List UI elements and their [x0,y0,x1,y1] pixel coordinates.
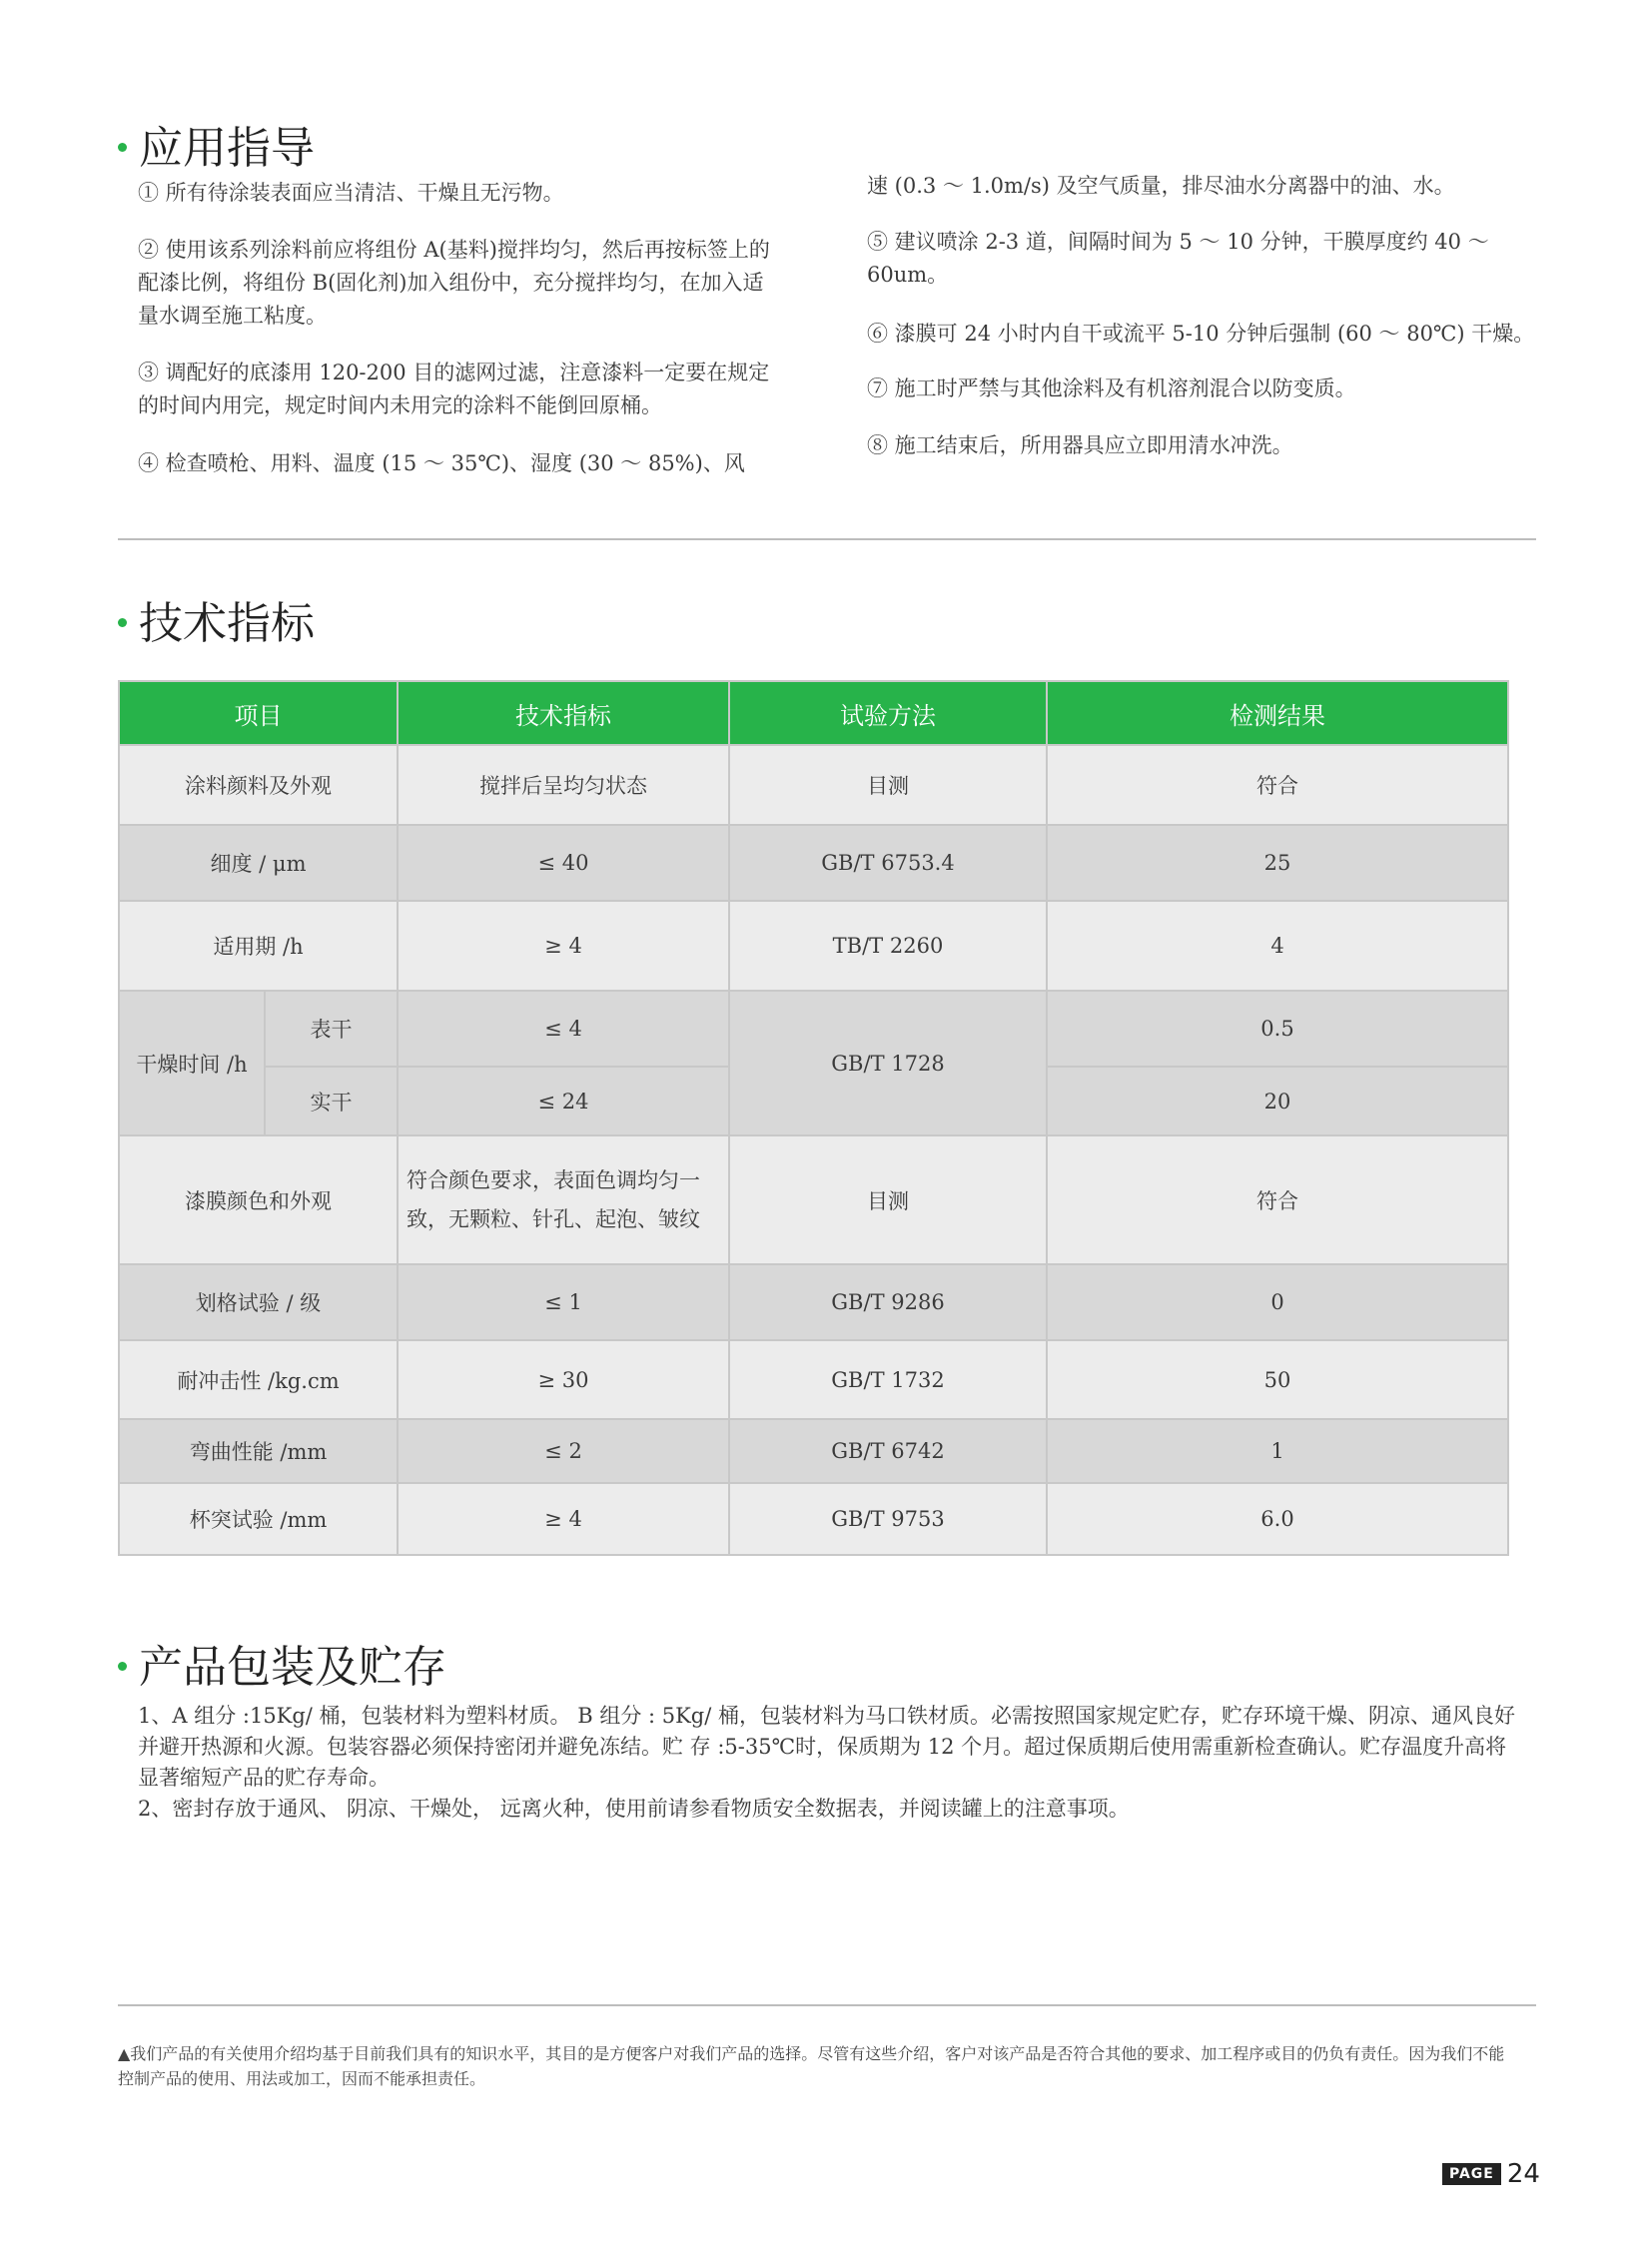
cell-item: 涂料颜料及外观 [119,745,398,825]
bullet-dot-icon [118,1662,127,1671]
cell-item: 耐冲击性 /kg.cm [119,1340,398,1419]
cell-method: GB/T 9286 [729,1264,1047,1340]
cell-item: 杯突试验 /mm [119,1483,398,1555]
cell-dry-surface-label: 表干 [265,991,398,1067]
bullet-dot-icon [118,143,127,152]
cell-spec: ≤ 2 [398,1419,729,1483]
cell-result: 符合 [1047,1135,1508,1264]
cell-spec: ≥ 30 [398,1340,729,1419]
cell-result: 50 [1047,1340,1508,1419]
divider-2 [118,2004,1536,2006]
divider-1 [118,538,1536,540]
table-row [119,1340,1508,1419]
storage-paragraph-1: 1、A 组分 :15Kg/ 桶，包装材料为塑料材质。 B 组分 : 5Kg/ 桶，包装材料为马口铁材质。必需按照国家规定贮存，贮存环境干燥、阴凉、通风良好并避开热源和火源。包装容器必须保持密闭并避免冻结。贮 存 :5-35℃时，保质期为 12 个月。超过保质期后使用需重新检查确认。贮存温度升高将显著缩短产品的贮存寿命。 [138,1704,1516,1790]
cell-dry-hard-result: 20 [1047,1067,1508,1135]
cell-result: 6.0 [1047,1483,1508,1555]
application-right-1: 速 (0.3 ～ 1.0m/s) 及空气质量，排尽油水分离器中的油、水。 [867,174,1455,198]
table-row [119,1264,1508,1340]
header-item: 项目 [119,681,398,745]
header-result: 检测结果 [1047,681,1508,745]
table-row [119,1135,1508,1264]
table-row [119,1419,1508,1483]
cell-method: 目测 [729,1135,1047,1264]
cell-spec: ≥ 4 [398,901,729,991]
cell-item: 漆膜颜色和外观 [119,1135,398,1264]
disclaimer-footnote: ▲我们产品的有关使用介绍均基于目前我们具有的知识水平，其目的是方便客户对我们产品的选择。尽管有这些介绍，客户对该产品是否符合其他的要求、加工程序或目的仍负有责任。因为我们不能控制产品的使用、用法或加工，因而不能承担责任。 [118,2044,1505,2088]
cell-item: 划格试验 / 级 [119,1264,398,1340]
cell-result: 4 [1047,901,1508,991]
table-row-dry-surface [119,991,1508,1067]
cell-method: GB/T 9753 [729,1483,1047,1555]
cell-item: 适用期 /h [119,901,398,991]
cell-method: GB/T 6753.4 [729,825,1047,901]
cell-item: 弯曲性能 /mm [119,1419,398,1483]
page-number [1442,2159,1540,2189]
application-left-4: ④ 检查喷枪、用料、温度 (15 ～ 35℃)、湿度 (30 ～ 85%)、风 [138,451,745,475]
page-number-value: 24 [1506,2159,1540,2189]
table-row [119,901,1508,991]
cell-result: 0 [1047,1264,1508,1340]
cell-spec: 符合颜色要求，表面色调均匀一致，无颗粒、针孔、起泡、皱纹 [398,1135,729,1264]
application-left-1: ① 所有待涂装表面应当清洁、干燥且无污物。 [138,181,564,205]
cell-result: 符合 [1047,745,1508,825]
cell-method: TB/T 2260 [729,901,1047,991]
application-right-2: ⑤ 建议喷涂 2-3 道，间隔时间为 5 ～ 10 分钟，干膜厚度约 40 ～ 60um。 [867,230,1489,287]
cell-spec: ≤ 40 [398,825,729,901]
cell-dry-surface-spec: ≤ 4 [398,991,729,1067]
cell-method: GB/T 6742 [729,1419,1047,1483]
application-title-text: 应用指导 [139,123,315,174]
cell-dry-surface-result: 0.5 [1047,991,1508,1067]
cell-dry-time-label: 干燥时间 /h [119,991,265,1135]
cell-dry-hard-label: 实干 [265,1067,398,1135]
section-title-tech [118,587,315,651]
table-header-row [119,681,1508,745]
bullet-dot-icon [118,618,127,627]
cell-spec: 搅拌后呈均匀状态 [398,745,729,825]
cell-dry-method: GB/T 1728 [729,991,1047,1135]
application-left-2: ② 使用该系列涂料前应将组份 A(基料)搅拌均匀，然后再按标签上的配漆比例，将组份 B(固化剂)加入组份中，充分搅拌均匀，在加入适量水调至施工粘度。 [138,238,770,328]
application-left-3: ③ 调配好的底漆用 120-200 目的滤网过滤，注意漆料一定要在规定的时间内用完，规定时间内未用完的涂料不能倒回原桶。 [138,361,770,417]
cell-dry-hard-spec: ≤ 24 [398,1067,729,1135]
table-row [119,1483,1508,1555]
header-method: 试验方法 [729,681,1047,745]
header-spec: 技术指标 [398,681,729,745]
cell-method: 目测 [729,745,1047,825]
application-right-3: ⑥ 漆膜可 24 小时内自干或流平 5-10 分钟后强制 (60 ～ 80℃) 干燥。 [867,322,1535,346]
storage-title-text: 产品包装及贮存 [139,1642,446,1693]
cell-spec: ≥ 4 [398,1483,729,1555]
section-title-storage [118,1631,446,1695]
table-row [119,825,1508,901]
cell-spec: ≤ 1 [398,1264,729,1340]
application-right-5: ⑧ 施工结束后，所用器具应立即用清水冲洗。 [867,433,1293,457]
table-row [119,745,1508,825]
tech-title-text: 技术指标 [139,598,315,649]
section-title-application [118,112,315,176]
cell-result: 25 [1047,825,1508,901]
cell-item: 细度 / μm [119,825,398,901]
storage-paragraph-2: 2、密封存放于通风、 阴凉、干燥处， 远离火种，使用前请参看物质安全数据表，并阅读罐上的注意事项。 [138,1797,1130,1821]
tech-spec-table [118,680,1509,1556]
cell-result: 1 [1047,1419,1508,1483]
cell-method: GB/T 1732 [729,1340,1047,1419]
page-tag: PAGE [1442,2163,1501,2185]
application-right-4: ⑦ 施工时严禁与其他涂料及有机溶剂混合以防变质。 [867,376,1356,400]
